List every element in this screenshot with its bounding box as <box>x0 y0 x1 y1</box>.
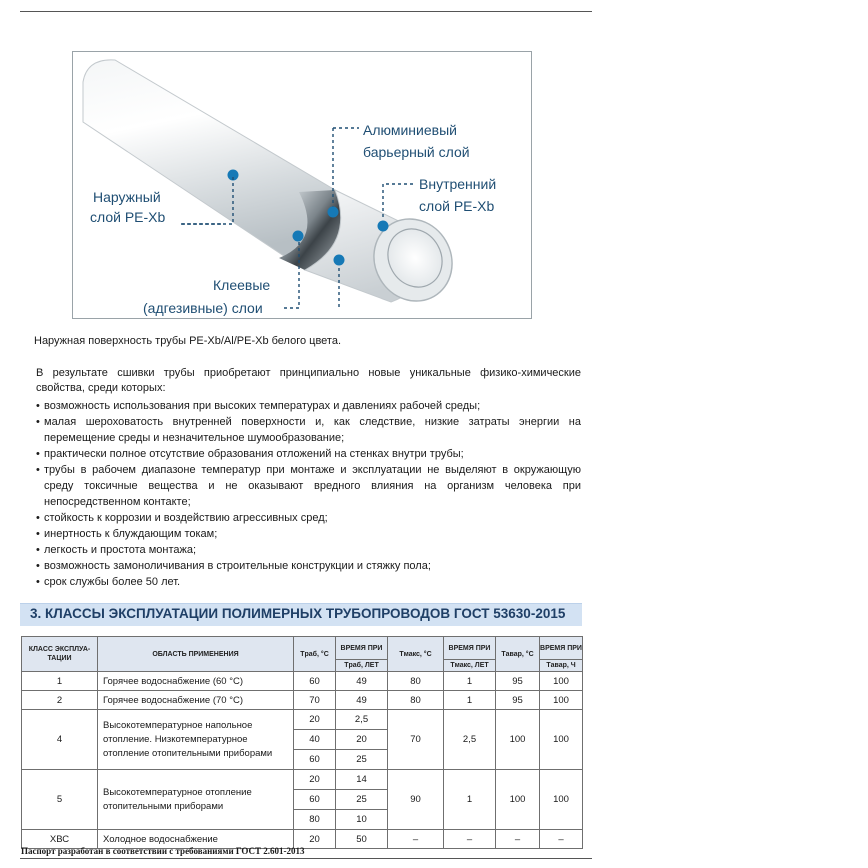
header-time-work-bottom: Tраб, ЛЕТ <box>336 659 387 671</box>
inner-layer-marker <box>378 221 389 232</box>
cell-time-work: 25 <box>336 750 388 770</box>
cell-t-work: 20 <box>294 710 336 730</box>
header-time-avar-bottom: Tавар, Ч <box>540 659 582 671</box>
outer-label-line1: Наружный <box>93 189 161 205</box>
glue-label-line2: (адгезивные) слои <box>143 300 263 316</box>
top-rule <box>20 11 592 12</box>
glue-layer-marker-2 <box>334 255 345 266</box>
cell-time-work: 20 <box>336 730 388 750</box>
cell-area: Высокотемпературное напольное отопление. Низкотемпературное отопление отопительными приборами <box>98 710 294 770</box>
alu-label-line1: Алюминиевый <box>363 122 457 138</box>
list-item: • стойкость к коррозии и воздействию агрессивных сред; <box>36 510 581 526</box>
cell-time-max: 1 <box>444 691 496 710</box>
cell-time-work: 10 <box>336 810 388 830</box>
cell-time-work: 14 <box>336 770 388 790</box>
figure-caption: Наружная поверхность трубы PE-Xb/Al/PE-Xb белого цвета. <box>34 335 342 347</box>
outer-label-line2: слой PE-Xb <box>90 209 166 225</box>
cell-class: 4 <box>22 710 98 770</box>
footer-rule <box>20 858 592 859</box>
header-t-work: Tраб, °С <box>294 637 336 672</box>
cell-t-max: 80 <box>388 672 444 691</box>
header-time-max <box>444 637 496 672</box>
cell-t-avar: 95 <box>496 691 540 710</box>
header-class: КЛАСС ЭКСПЛУА-ТАЦИИ <box>22 637 98 672</box>
list-item: • малая шероховатость внутренней поверхности и, как следствие, низкие затраты энергии на перемещение среды и незначительное шумообразование; <box>36 414 581 446</box>
operation-classes-table <box>21 636 583 849</box>
section-title: 3. КЛАССЫ ЭКСПЛУАТАЦИИ ПОЛИМЕРНЫХ ТРУБОПРОВОДОВ ГОСТ 53630-2015 <box>30 606 566 621</box>
pipe-illustration <box>73 52 531 318</box>
intro-paragraph: В результате сшивки трубы приобретают принципиально новые уникальные физико-химические свойства, среди которых: <box>36 367 581 394</box>
cell-class: 5 <box>22 770 98 830</box>
inner-label-line2: слой PE-Xb <box>419 198 495 214</box>
cell-t-work: 20 <box>294 770 336 790</box>
cell-t-avar: 100 <box>496 710 540 770</box>
cell-t-work: 60 <box>294 672 336 691</box>
cell-class: 2 <box>22 691 98 710</box>
cell-area: Горячее водоснабжение (70 °С) <box>98 691 294 710</box>
cell-time-max: 1 <box>444 672 496 691</box>
header-time-work-top: ВРЕМЯ ПРИ <box>340 644 383 652</box>
cell-time-avar: 100 <box>540 691 583 710</box>
header-t-max: Tмакс, °С <box>388 637 444 672</box>
cell-time-max: 1 <box>444 770 496 830</box>
glue-layer-marker-1 <box>293 231 304 242</box>
cell-time-work: 50 <box>336 830 388 849</box>
header-time-work <box>336 637 388 672</box>
list-item: • легкость и простота монтажа; <box>36 542 581 558</box>
alu-layer-marker <box>328 207 339 218</box>
list-item: • практически полное отсутствие образования отложений на стенках внутри трубы; <box>36 446 581 462</box>
header-time-max-top: ВРЕМЯ ПРИ <box>448 644 491 652</box>
list-item: • возможность замоноличивания в строительные конструкции и стяжку пола; <box>36 558 581 574</box>
table-row <box>22 691 583 710</box>
cell-t-max: 90 <box>388 770 444 830</box>
cell-time-work: 25 <box>336 790 388 810</box>
cell-t-max: 70 <box>388 710 444 770</box>
cell-area: Высокотемпературное отопление отопительными приборами <box>98 770 294 830</box>
cell-t-avar: – <box>496 830 540 849</box>
footer-note: Паспорт разработан в соответствии с требованиями ГОСТ 2.601-2013 <box>21 846 305 856</box>
cell-t-work: 20 <box>294 830 336 849</box>
properties-list <box>36 398 581 590</box>
cell-time-avar: 100 <box>540 672 583 691</box>
cell-area: Холодное водоснабжение <box>98 830 294 849</box>
glue-label-line1: Клеевые <box>213 277 271 293</box>
header-time-avar <box>540 637 583 672</box>
header-time-avar-top: ВРЕМЯ ПРИ <box>540 644 582 652</box>
cell-time-work: 2,5 <box>336 710 388 730</box>
pipe-cross-section-figure <box>72 51 532 319</box>
cell-class: ХВС <box>22 830 98 849</box>
inner-label-line1: Внутренний <box>419 176 497 192</box>
cell-time-work: 49 <box>336 691 388 710</box>
list-item: • инертность к блуждающим токам; <box>36 526 581 542</box>
alu-label-line2: барьерный слой <box>363 144 470 160</box>
cell-time-work: 49 <box>336 672 388 691</box>
cell-time-max: 2,5 <box>444 710 496 770</box>
cell-t-work: 40 <box>294 730 336 750</box>
cell-class: 1 <box>22 672 98 691</box>
cell-t-work: 70 <box>294 691 336 710</box>
list-item: • трубы в рабочем диапазоне температур при монтаже и эксплуатации не выделяют в окружающую среду токсичные вещества и не оказывают вредного влияния на организм человека при непосредственном контакте; <box>36 462 581 510</box>
cell-area: Горячее водоснабжение (60 °С) <box>98 672 294 691</box>
cell-time-avar: – <box>540 830 583 849</box>
list-item: • срок службы более 50 лет. <box>36 574 581 590</box>
cell-time-max: – <box>444 830 496 849</box>
cell-t-avar: 95 <box>496 672 540 691</box>
table-row <box>22 672 583 691</box>
header-time-max-bottom: Tмакс, ЛЕТ <box>444 659 495 671</box>
list-item: • возможность использования при высоких температурах и давлениях рабочей среды; <box>36 398 581 414</box>
cell-t-work: 60 <box>294 750 336 770</box>
header-t-avar: Tавар, °С <box>496 637 540 672</box>
cell-t-avar: 100 <box>496 770 540 830</box>
cell-t-work: 60 <box>294 790 336 810</box>
table-row <box>22 710 583 730</box>
cell-t-work: 80 <box>294 810 336 830</box>
cell-time-avar: 100 <box>540 710 583 770</box>
cell-t-max: – <box>388 830 444 849</box>
table-row <box>22 770 583 790</box>
header-area: ОБЛАСТЬ ПРИМЕНЕНИЯ <box>98 637 294 672</box>
cell-time-avar: 100 <box>540 770 583 830</box>
cell-t-max: 80 <box>388 691 444 710</box>
